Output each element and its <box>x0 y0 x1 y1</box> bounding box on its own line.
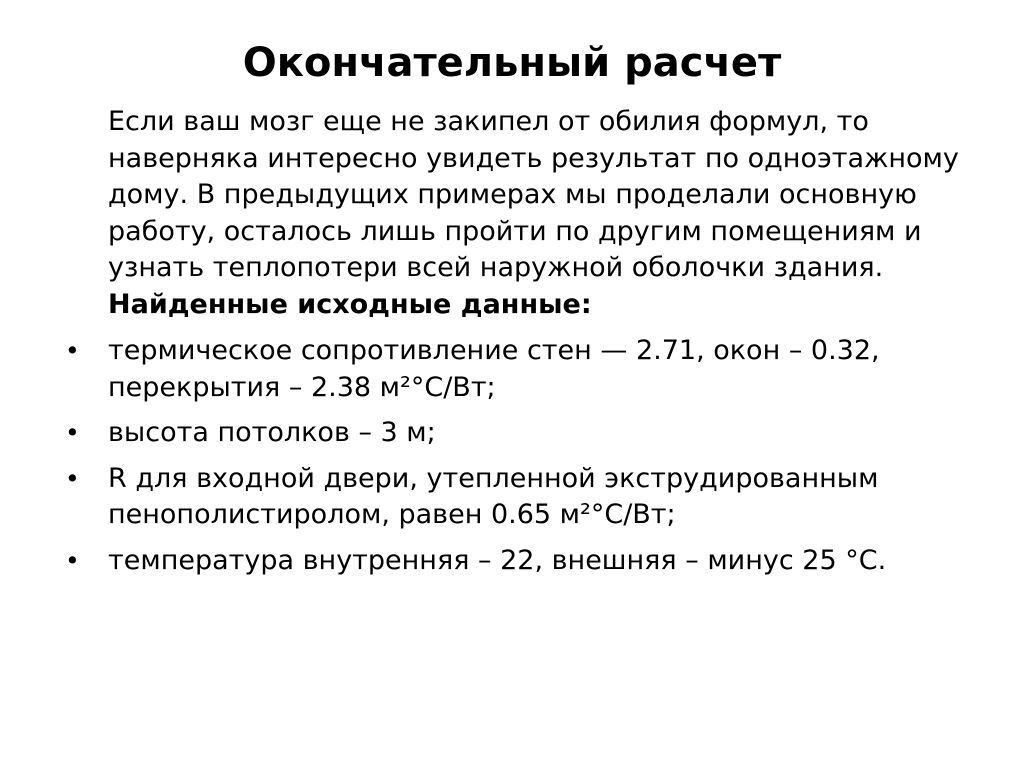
slide-body <box>65 104 968 588</box>
list-item-text: термическое сопротивление стен — 2.71, окон – 0.32, перекрытия – 2.38 м²°С/Вт; <box>108 335 880 403</box>
bullet-list <box>65 333 968 579</box>
intro-bold-text: Найденные исходные данные: <box>108 288 592 320</box>
bullet-icon: • <box>65 463 80 493</box>
list-item <box>65 461 968 534</box>
intro-text: Если ваш мозг еще не закипел от обилия формул, то наверняка интересно увидеть результат по одноэтажному дому. В предыдущих примерах мы проделали основную работу, осталось лишь пройти по другим помещениям и узнать теплопотери всей наружной оболочки здания. <box>108 106 959 283</box>
list-item-text: температура внутренняя – 22, внешняя – минус 25 °С. <box>108 544 887 576</box>
list-item <box>65 543 968 580</box>
list-item <box>65 333 968 406</box>
bullet-icon: • <box>65 336 80 365</box>
bullet-icon: • <box>65 545 80 575</box>
list-item-text: R для входной двери, утепленной экструдированным пенополистиролом, равен 0.65 м²°С/Вт; <box>108 462 879 530</box>
list-item <box>65 415 968 452</box>
slide-title: Окончательный расчет <box>242 40 782 86</box>
list-item-text: высота потолков – 3 м; <box>108 417 436 448</box>
intro-paragraph <box>108 104 968 323</box>
bullet-icon: • <box>65 418 80 447</box>
